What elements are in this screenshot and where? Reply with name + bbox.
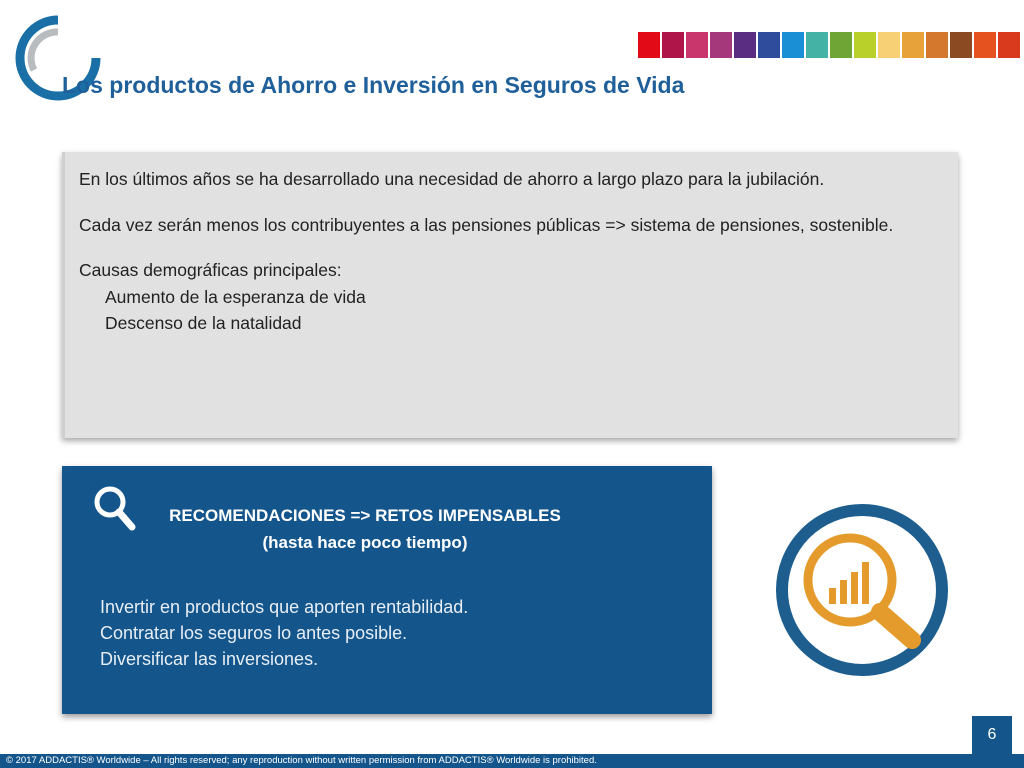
color-swatch: [638, 32, 660, 58]
page-number: 6: [972, 716, 1012, 754]
recommendations-title-line1: RECOMENDACIONES => RETOS IMPENSABLES: [169, 506, 561, 525]
recommendation-item: Contratar los seguros lo antes posible.: [100, 623, 408, 643]
color-swatch: [662, 32, 684, 58]
color-swatch: [806, 32, 828, 58]
color-swatch: [758, 32, 780, 58]
color-swatch: [686, 32, 708, 58]
color-swatch: [902, 32, 924, 58]
color-swatch: [974, 32, 996, 58]
context-paragraph-2: Cada vez serán menos los contribuyentes a las pensiones públicas => sistema de pensiones, sostenible.: [79, 215, 894, 235]
context-paragraph-1: En los últimos años se ha desarrollado una necesidad de ahorro a largo plazo para la jubilación.: [79, 169, 825, 189]
causes-heading: Causas demográficas principales:: [79, 260, 342, 280]
color-swatch: [878, 32, 900, 58]
cause-item: Aumento de la esperanza de vida: [105, 287, 366, 307]
recommendation-item: Invertir en productos que aporten rentabilidad.: [100, 597, 469, 617]
color-swatch: [830, 32, 852, 58]
page-title: Los productos de Ahorro e Inversión en Seguros de Vida: [62, 72, 685, 98]
analytics-magnifier-icon: [772, 500, 952, 680]
footer-copyright: © 2017 ADDACTIS® Worldwide – All rights reserved; any reproduction without written permission from ADDACTIS® Worldwide is prohibited.: [0, 754, 1024, 768]
color-swatch: [998, 32, 1020, 58]
cause-item: Descenso de la natalidad: [105, 313, 302, 333]
context-panel: [62, 152, 958, 438]
recommendation-item: Diversificar las inversiones.: [100, 649, 319, 669]
recommendations-list: [100, 594, 468, 672]
color-swatch: [854, 32, 876, 58]
recommendations-title: [120, 502, 610, 556]
color-swatch: [926, 32, 948, 58]
color-strip: [638, 32, 1022, 58]
color-swatch: [950, 32, 972, 58]
color-swatch: [782, 32, 804, 58]
color-swatch: [734, 32, 756, 58]
recommendations-title-line2: (hasta hace poco tiempo): [262, 533, 468, 552]
color-swatch: [710, 32, 732, 58]
